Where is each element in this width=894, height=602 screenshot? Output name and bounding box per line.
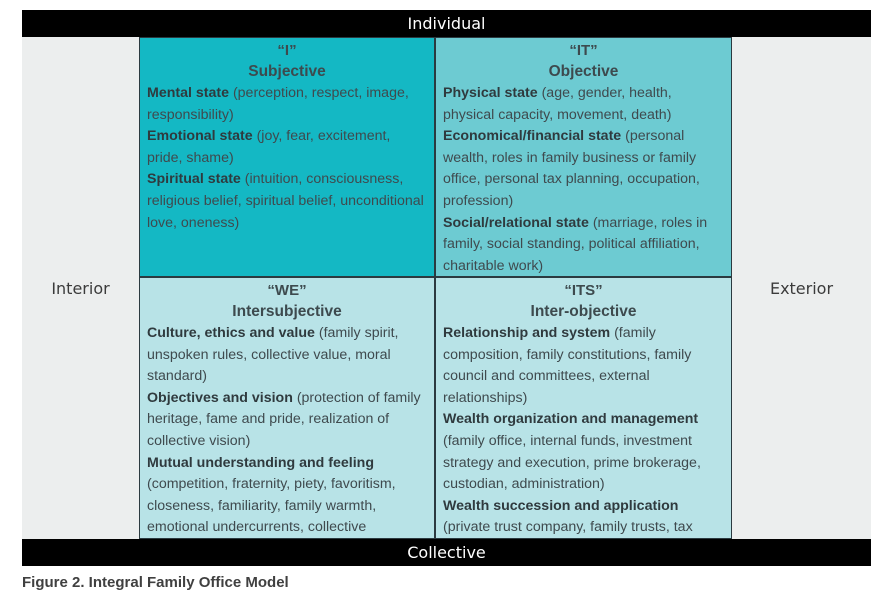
quadrant-i [140,38,434,276]
quadrant-tag: “I” [277,42,297,59]
figure-caption: Figure 2. Integral Family Office Model [22,574,289,591]
quadrant-entry: Objectives and vision (protection of family heritage, fame and pride, realization of collective vision) [147,389,421,449]
individual-label: Individual [22,10,871,37]
quadrant-entry: Wealth organization and management (family office, internal funds, investment strategy and execution, prime brokerage, custodian, administration) [443,411,701,493]
integral-model-diagram [22,10,871,566]
quadrant-entry: Mental state (perception, respect, image, responsibility) [147,85,409,123]
quadrant-tag: “ITS” [564,282,603,299]
quadrant-tag: “IT” [569,42,598,59]
quadrant-tag: “WE” [267,282,307,299]
quadrant-title: Intersubjective [232,303,342,320]
quadrant-grid [139,37,732,539]
quadrant-entry: Social/relational state (marriage, roles in family, social standing, political affiliation, charitable work) [443,214,708,274]
quadrant-entry: Wealth succession and application (private trust company, family trusts, tax [443,497,693,536]
interior-label: Interior [22,37,139,539]
quadrant-entry: Economical/financial state (personal wealth, roles in family business or family office, personal tax planning, occupation, profession) [443,128,700,209]
quadrant-entry: Emotional state (joy, fear, excitement, pride, shame) [147,128,391,166]
quadrant-entry: Physical state (age, gender, health, physical capacity, movement, death) [443,85,672,123]
quadrant-title: Objective [548,63,619,80]
exterior-label: Exterior [732,37,871,539]
quadrant-title: Inter-objective [530,303,637,320]
quadrant-we [140,278,434,538]
quadrant-its [436,278,731,538]
quadrant-entry: Mutual understanding and feeling (competition, fraternity, piety, favoritism, closeness, familiarity, family warmth, emotional undercurrents, collective [147,454,396,536]
quadrant-it [436,38,731,276]
quadrant-title: Subjective [248,63,326,80]
quadrant-entry: Culture, ethics and value (family spirit, unspoken rules, collective value, moral standard) [147,325,399,385]
collective-label: Collective [22,539,871,566]
quadrant-entry: Spiritual state (intuition, consciousness, religious belief, spiritual belief, unconditional love, oneness) [147,171,424,231]
quadrant-entry: Relationship and system (family composition, family constitutions, family council and committees, external relationships) [443,325,692,406]
